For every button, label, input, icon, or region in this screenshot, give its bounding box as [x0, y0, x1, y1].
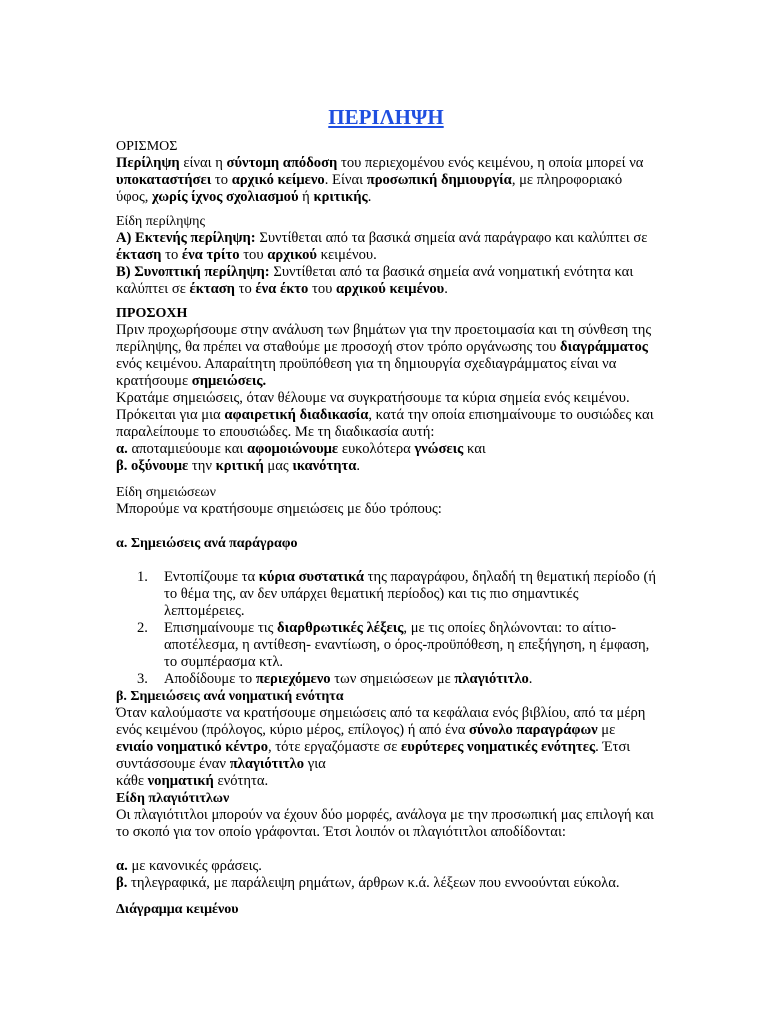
- per-unit-paragraph: Όταν καλούμαστε να κρατήσουμε σημειώσεις από τα κεφάλαια ενός βιβλίου, από τα μέρη ενός κειμένου (πρόλογος, κύριο μέρος, επίλογος) ή από ένα σύνολο παραγράφων με ενιαίο νοηματικό κέντρο, τότε εργαζόμαστε σε ευρύτερες νοηματικές ενότητες. Έτσι συντάσσουμε έναν πλαγιότιτλο για: [116, 705, 646, 772]
- list-item-number: 3.: [137, 671, 148, 687]
- extended-summary-paragraph: Α) Εκτενής περίληψη: Συντίθεται από τα βασικά σημεία ανά παράγραφο και καλύπτει σε έκταση το ένα τρίτο του αρχικού κειμένου.: [116, 230, 648, 263]
- attention-point-b: β. οξύνουμε την κριτική μας ικανότητα.: [116, 458, 361, 474]
- list-item-number: 2.: [137, 620, 148, 636]
- definition-paragraph: Περίληψη είναι η σύντομη απόδοση του περιεχομένου ενός κειμένου, η οποία μπορεί να υποκαταστήσει το αρχικό κείμενο. Είναι προσωπική δημιουργία, με πληροφοριακό ύφος, χωρίς ίχνος σχολιασμού ή κριτικής.: [116, 155, 644, 205]
- concise-summary-paragraph: Β) Συνοπτική περίληψη: Συντίθεται από τα βασικά σημεία ανά νοηματική ενότητα και καλύπτει σε έκταση το ένα έκτο του αρχικού κειμένου.: [116, 264, 634, 297]
- list-item: [116, 569, 656, 620]
- notes-types-heading: Είδη σημειώσεων: [116, 485, 216, 500]
- document-body: [116, 104, 656, 918]
- summary-types-heading: Είδη περίληψης: [116, 214, 206, 229]
- definition-heading: ΟΡΙΣΜΟΣ: [116, 139, 178, 154]
- notes-intro: Μπορούμε να κρατήσουμε σημειώσεις με δύο τρόπους:: [116, 501, 442, 517]
- per-paragraph-heading: α. Σημειώσεις ανά παράγραφο: [116, 536, 298, 551]
- list-item: [116, 671, 656, 688]
- subtitles-form-b: β. τηλεγραφικά, με παράλειψη ρημάτων, άρθρων κ.ά. λέξεων που εννοούνται εύκολα.: [116, 875, 620, 891]
- attention-paragraph-2: Κρατάμε σημειώσεις, όταν θέλουμε να συγκρατήσουμε τα κύρια σημεία ενός κειμένου. Πρόκειται για μια αφαιρετική διαδικασία, κατά την οποία επισημαίνουμε το ουσιώδες και παραλείπουμε το επουσιώδες. Με τη διαδικασία αυτή:: [116, 390, 654, 440]
- list-item-text: Αποδίδουμε το περιεχόμενο των σημειώσεων με πλαγιότιτλο.: [164, 671, 533, 687]
- subtitles-heading: Είδη πλαγιότιτλων: [116, 791, 230, 806]
- subtitles-paragraph: Οι πλαγιότιτλοι μπορούν να έχουν δύο μορφές, ανάλογα με την προσωπική μας επιλογή και το σκοπό για τον οποίο γράφονται. Έτσι λοιπόν οι πλαγιότιτλοι αποδίδονται:: [116, 807, 654, 840]
- notes-steps-list: [116, 569, 656, 688]
- list-item-number: 1.: [137, 569, 148, 585]
- diagram-heading: Διάγραμμα κειμένου: [116, 902, 239, 917]
- page-title: ΠΕΡΙΛΗΨΗ: [328, 105, 444, 129]
- attention-point-a: α. αποταμιεύουμε και αφομοιώνουμε ευκολότερα γνώσεις και: [116, 441, 486, 457]
- list-item-text: Επισημαίνουμε τις διαρθρωτικές λέξεις, με τις οποίες δηλώνονται: το αίτιο-αποτέλεσμα, η αντίθεση- εναντίωση, ο όρος-προϋπόθεση, η επεξήγηση, η έμφαση, το συμπέρασμα κτλ.: [164, 620, 650, 670]
- per-unit-paragraph-end: κάθε νοηματική ενότητα.: [116, 773, 269, 789]
- per-unit-heading: β. Σημειώσεις ανά νοηματική ενότητα: [116, 689, 344, 704]
- list-item-text: Εντοπίζουμε τα κύρια συστατικά της παραγράφου, δηλαδή τη θεματική περίοδο (ή το θέμα της, αν δεν υπάρχει θεματική περίοδος) και τις πιο σημαντικές λεπτομέρειες.: [164, 569, 656, 619]
- list-item: [116, 620, 656, 671]
- subtitles-form-a: α. με κανονικές φράσεις.: [116, 858, 262, 874]
- attention-paragraph-1: Πριν προχωρήσουμε στην ανάλυση των βημάτων για την προετοιμασία και τη σύνθεση της περίληψης, θα πρέπει να σταθούμε με προσοχή στον τρόπο οργάνωσης του διαγράμματος ενός κειμένου. Απαραίτητη προϋπόθεση για τη δημιουργία σχεδιαγράμματος είναι να κρατήσουμε σημειώσεις.: [116, 322, 652, 389]
- attention-heading: ΠΡΟΣΟΧΗ: [116, 306, 188, 321]
